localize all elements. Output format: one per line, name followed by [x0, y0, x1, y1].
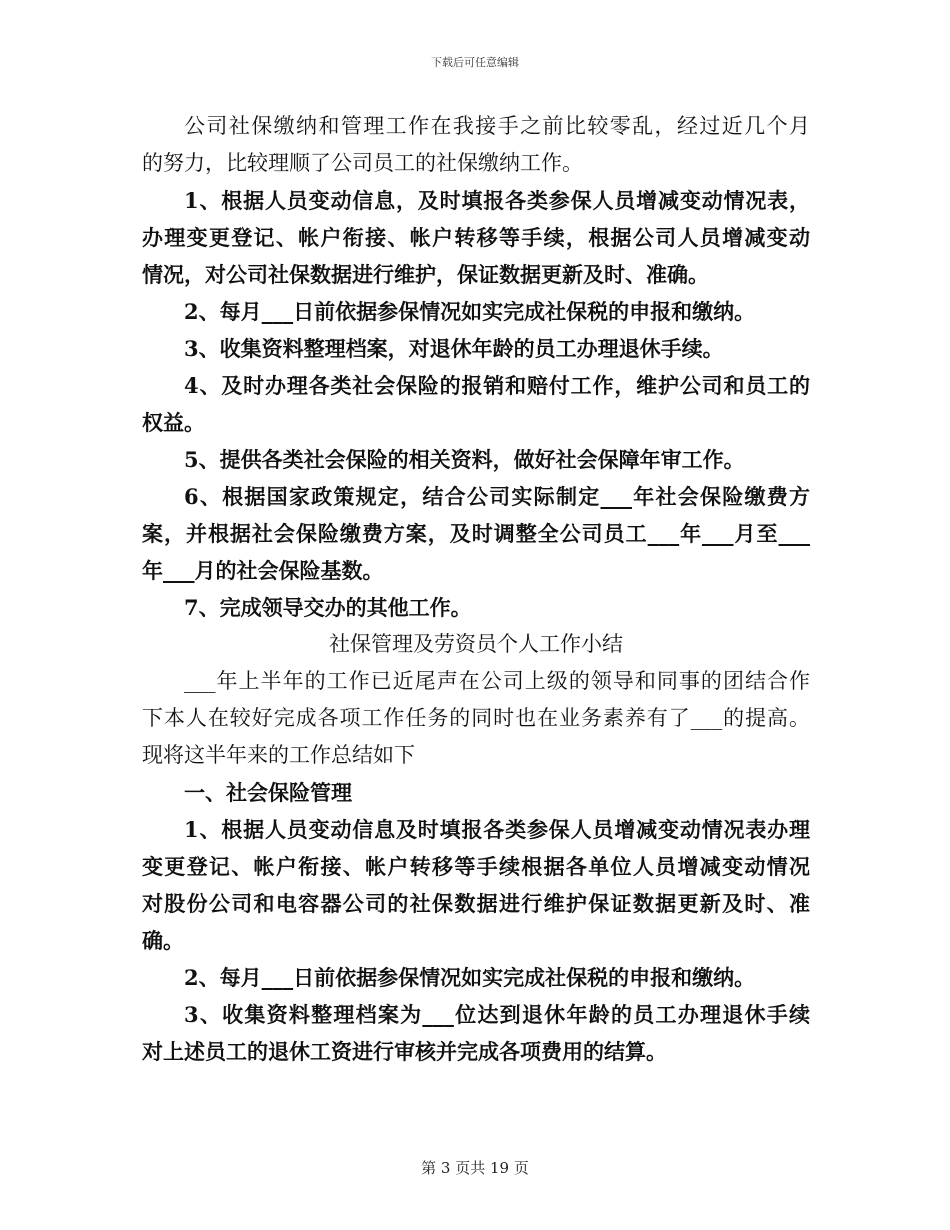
paragraph-line: 年___月的社会保险基数。 — [142, 558, 384, 583]
paragraph-line: 确。 — [142, 928, 184, 953]
paragraph-line: 3、收集资料整理档案，对退休年龄的员工办理退休手续。 — [184, 336, 724, 361]
paragraph-line: 1、根据人员变动信息，及时填报各类参保人员增减变动情况表， — [184, 188, 810, 213]
page-header-note: 下载后可任意编辑 — [431, 56, 519, 69]
page-number-footer: 第 3 页共 19 页 — [421, 1159, 529, 1177]
paragraph-line: 5、提供各类社会保险的相关资料，做好社会保障年审工作。 — [184, 447, 745, 472]
paragraph-line: 情况，对公司社保数据进行维护，保证数据更新及时、准确。 — [142, 262, 709, 287]
paragraph-line: 一、社会保险管理 — [184, 780, 352, 805]
section-heading: 社保管理及劳资员个人工作小结 — [329, 632, 623, 656]
paragraph-line: 权益。 — [142, 410, 205, 435]
paragraph-line: 6、根据国家政策规定，结合公司实际制定___年社会保险缴费方 — [184, 484, 810, 509]
paragraph-line: 下本人在较好完成各项工作任务的同时也在业务素养有了___的提高。 — [142, 706, 810, 730]
paragraph-line: 办理变更登记、帐户衔接、帐户转移等手续，根据公司人员增减变动 — [142, 225, 810, 250]
paragraph-line: 变更登记、帐户衔接、帐户转移等手续根据各单位人员增减变动情况 — [142, 854, 810, 879]
paragraph-line: 案，并根据社会保险缴费方案，及时调整全公司员工___年___月至___ — [142, 521, 810, 546]
paragraph-line: 对股份公司和电容器公司的社保数据进行维护保证数据更新及时、准 — [142, 891, 810, 916]
paragraph-line: ___年上半年的工作已近尾声在公司上级的领导和同事的团结合作 — [184, 669, 810, 693]
paragraph-line: 对上述员工的退休工资进行审核并完成各项费用的结算。 — [142, 1039, 667, 1064]
paragraph-line: 现将这半年来的工作总结如下 — [142, 743, 415, 767]
paragraph-line: 7、完成领导交办的其他工作。 — [184, 595, 472, 620]
paragraph-line: 公司社保缴纳和管理工作在我接手之前比较零乱，经过近几个月 — [184, 114, 810, 138]
document-body — [142, 108, 810, 1070]
paragraph-line: 2、每月___日前依据参保情况如实完成社保税的申报和缴纳。 — [184, 299, 756, 324]
paragraph-line: 3、收集资料整理档案为___位达到退休年龄的员工办理退休手续 — [184, 1002, 810, 1027]
paragraph-line: 2、每月___日前依据参保情况如实完成社保税的申报和缴纳。 — [184, 965, 756, 990]
paragraph-line: 1、根据人员变动信息及时填报各类参保人员增减变动情况表办理 — [184, 817, 810, 842]
paragraph-line: 的努力，比较理顺了公司员工的社保缴纳工作。 — [142, 151, 583, 175]
paragraph-line: 4、及时办理各类社会保险的报销和赔付工作，维护公司和员工的 — [184, 373, 810, 398]
